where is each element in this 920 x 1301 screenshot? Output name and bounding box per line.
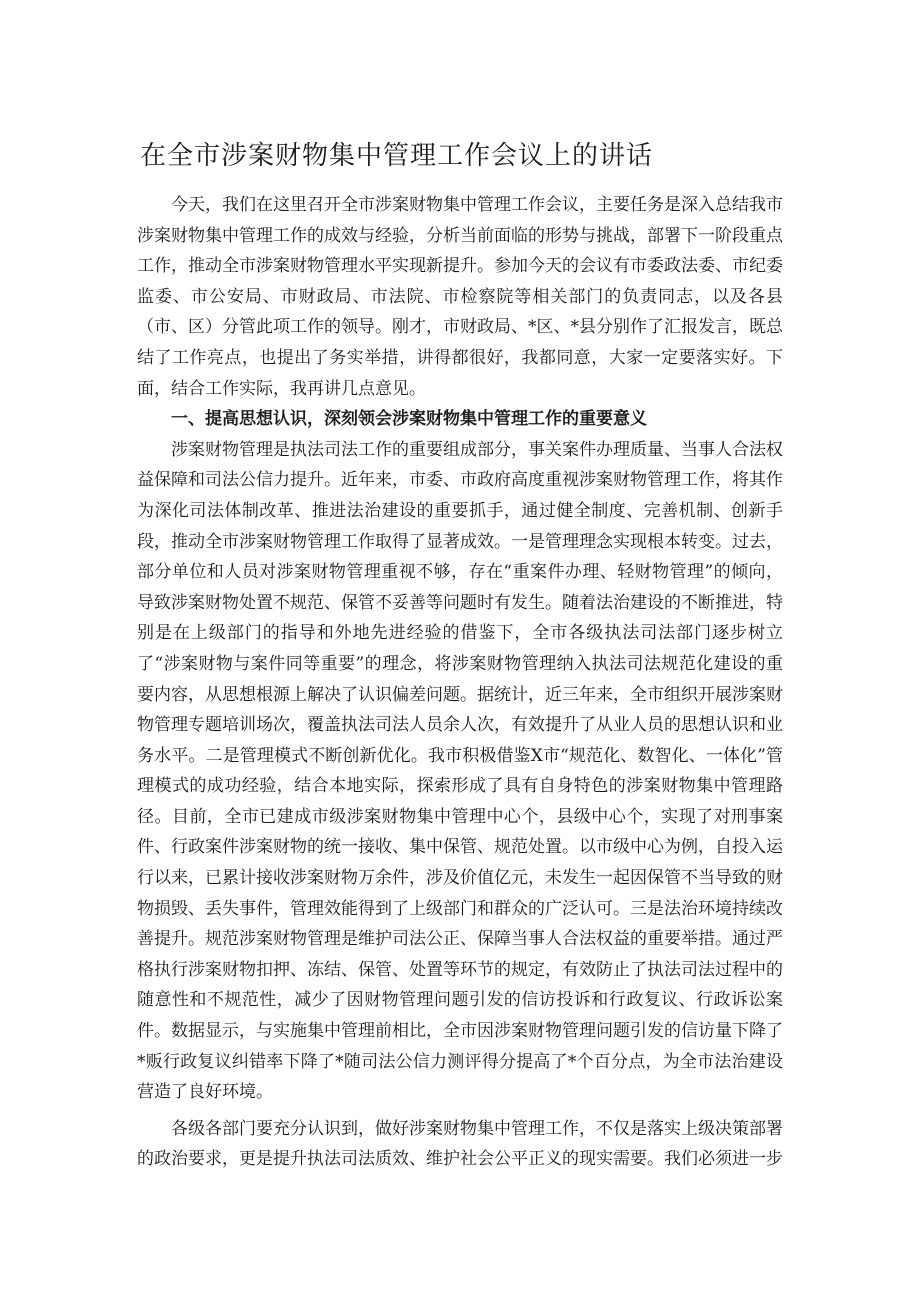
intro-paragraph: 今天，我们在这里召开全市涉案财物集中管理工作会议，主要任务是深入总结我市涉案财物集中管理工作的成效与经验，分析当前面临的形势与挑战，部署下一阶段重点工作，推动全市涉案财物管理水平实现新提升。参加今天的会议有市委政法委、市纪委监委、市公安局、市财政局、市法院、市检察院等相关部门的负责同志，以及各县（市、区）分管此项工作的领导。刚才，市财政局、*区、*县分别作了汇报发言，既总结了工作亮点，也提出了务实举措，讲得都很好，我都同意，大家一定要落实好。下面，结合工作实际，我再讲几点意见。 — [137, 195, 783, 399]
document-title: 在全市涉案财物集中管理工作会议上的讲话 — [140, 141, 654, 171]
section-heading: 一、提高思想认识，深刻领会涉案财物集中管理工作的重要意义 — [171, 409, 647, 430]
body-paragraph: 涉案财物管理是执法司法工作的重要组成部分，事关案件办理质量、当事人合法权益保障和司法公信力提升。近年来，市委、市政府高度重视涉案财物管理工作，将其作为深化司法体制改革、推进法治建设的重要抓手，通过健全制度、完善机制、创新手段，推动全市涉案财物管理工作取得了显著成效。一是管理理念实现根本转变。过去，部分单位和人员对涉案财物管理重视不够，存在“重案件办理、轻财物管理”的倾向，导致涉案财物处置不规范、保管不妥善等问题时有发生。随着法治建设的不断推进，特别是在上级部门的指导和外地先进经验的借鉴下，全市各级执法司法部门逐步树立了“涉案财物与案件同等重要”的理念，将涉案财物管理纳入执法司法规范化建设的重要内容，从思想根源上解决了认识偏差问题。据统计，近三年来，全市组织开展涉案财物管理专题培训场次，覆盖执法司法人员余人次，有效提升了从业人员的思想认识和业务水平。二是管理模式不断创新优化。我市积极借鉴X市“规范化、数智化、一体化”管理模式的成功经验，结合本地实际，探索形成了具有自身特色的涉案财物集中管理路径。目前，全市已建成市级涉案财物集中管理中心个，县级中心个，实现了对刑事案件、行政案件涉案财物的统一接收、集中保管、规范处置。以市级中心为例，自投入运行以来，已累计接收涉案财物万余件，涉及价值亿元，未发生一起因保管不当导致的财物损毁、丢失事件，管理效能得到了上级部门和群众的广泛认可。三是法治环境持续改善提升。规范涉案财物管理是维护司法公正、保障当事人合法权益的重要举措。通过严格执行涉案财物扣押、冻结、保管、处置等环节的规定，有效防止了执法司法过程中的随意性和不规范性，减少了因财物管理问题引发的信访投诉和行政复议、行政诉讼案件。数据显示，与实施集中管理前相比，全市因涉案财物管理问题引发的信访量下降了*贩行政复议纠错率下降了*随司法公信力测评得分提高了*个百分点，为全市法治建设营造了良好环境。 — [137, 439, 783, 1103]
document-page — [137, 136, 783, 1175]
closing-paragraph: 各级各部门要充分认识到，做好涉案财物集中管理工作，不仅是落实上级决策部署的政治要求，更是提升执法司法质效、维护社会公平正义的现实需要。我们必须进一步 — [137, 1118, 783, 1170]
